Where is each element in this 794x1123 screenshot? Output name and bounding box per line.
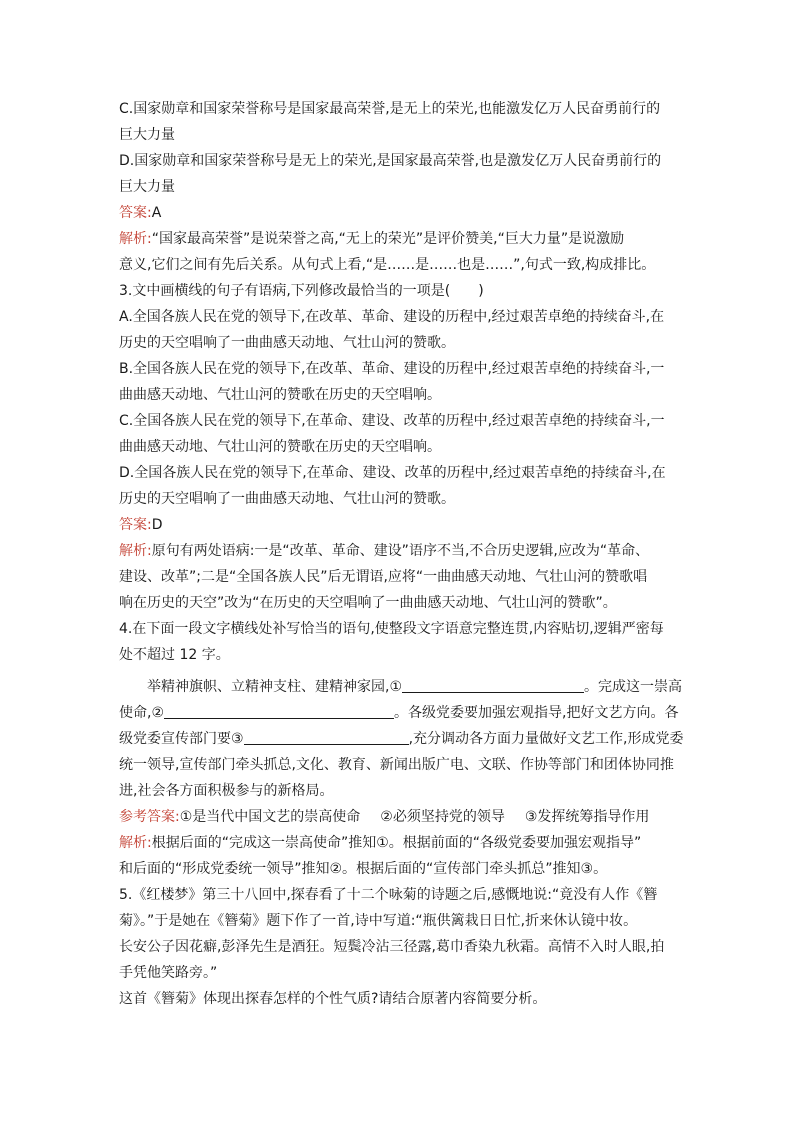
- answer-label: 答案:: [119, 517, 152, 533]
- analysis-2-line-2: 意义,它们之间有先后关系。从句式上看,“是……是……也是……”,句式一致,构成排比。: [119, 257, 656, 273]
- answer-label: 答案:: [119, 205, 152, 221]
- blank-2: [164, 702, 394, 719]
- passage-line-2: [119, 700, 679, 726]
- q3-option-b-line-2: 曲曲感天动地、气壮山河的赞歌在历史的天空唱响。: [119, 387, 441, 403]
- analysis-text: 原句有两处语病:一是“改革、革命、建设”语序不当,不合历史逻辑,应改为“革命、: [151, 543, 650, 559]
- analysis-label: 解析:: [119, 835, 152, 851]
- analysis-text: “国家最高荣誉”是说荣誉之高,“无上的荣光”是评价赞美,“巨大力量”是说激励: [151, 231, 625, 247]
- question-5-prompt: 这首《簪菊》体现出探春怎样的个性气质?请结合原著内容简要分析。: [119, 991, 547, 1007]
- question-3: 3.文中画横线的句子有语病,下列修改最恰当的一项是( ): [119, 283, 484, 299]
- q3-option-d-line-1: D.全国各族人民在党的领导下,在革命、建设、改革的历程中,经过艰苦卓绝的持续奋斗,在: [119, 465, 666, 481]
- analysis-3-line-3: 响在历史的天空”改为“在历史的天空唱响了一曲曲感天动地、气壮山河的赞歌”。: [119, 595, 617, 611]
- passage-line-3: [119, 726, 684, 752]
- passage-text: 级党委宣传部门要③: [119, 731, 244, 747]
- answer-value: A: [151, 205, 162, 221]
- option-d-line-1: D.国家勋章和国家荣誉称号是无上的荣光,是国家最高荣誉,也是激发亿万人民奋勇前行的: [119, 153, 662, 169]
- q3-option-c-line-2: 曲曲感天动地、气壮山河的赞歌在历史的天空唱响。: [119, 439, 441, 455]
- question-5-line-3: 长安公子因花癖,彭泽先生是酒狂。短鬓冷沾三径露,葛巾香染九秋霜。高情不入时人眼,拍: [119, 939, 665, 955]
- q3-option-a-line-2: 历史的天空唱响了一曲曲感天动地、气壮山河的赞歌。: [119, 335, 455, 351]
- answer-value: D: [151, 517, 163, 533]
- option-d-line-2: 巨大力量: [119, 179, 175, 195]
- reference-answer-label: 参考答案:: [119, 809, 180, 825]
- blank-3: [244, 728, 409, 745]
- document-page: [119, 96, 684, 1012]
- reference-answer-3: ③发挥统筹指导作用: [524, 809, 650, 825]
- blank-1: [402, 676, 584, 693]
- question-4-line-1: 4.在下面一段文字横线处补写恰当的语句,使整段文字语意完整连贯,内容贴切,逻辑严密每: [119, 621, 664, 637]
- analysis-4-line-2: 和后面的“形成党委统一领导”推知②。根据后面的“宣传部门牵头抓总”推知③。: [119, 861, 608, 877]
- answer-3: [119, 512, 679, 538]
- passage-text: 举精神旗帜、立精神支柱、建精神家园,①: [147, 679, 402, 695]
- analysis-label: 解析:: [119, 231, 152, 247]
- analysis-label: 解析:: [119, 543, 152, 559]
- passage-line-1: [119, 674, 682, 700]
- q3-option-a-line-1: A.全国各族人民在党的领导下,在改革、革命、建设的历程中,经过艰苦卓绝的持续奋斗,在: [119, 309, 665, 325]
- analysis-3-line-1: [119, 538, 679, 564]
- analysis-4-line-1: [119, 830, 679, 856]
- question-5-line-4: 手凭他笑路旁。”: [119, 965, 218, 981]
- reference-answer-4: [119, 804, 679, 830]
- question-4-line-2: 处不超过 12 字。: [119, 647, 230, 663]
- passage-line-4: 统一领导,宣传部门牵头抓总,文化、教育、新闻出版广电、文联、作协等部门和团体协同推: [119, 757, 674, 773]
- question-5-line-1: 5.《红楼梦》第三十八回中,探春看了十二个咏菊的诗题之后,感慨地说:“竟没有人作《簪: [119, 887, 658, 903]
- answer-2: [119, 200, 679, 226]
- passage-text: 使命,②: [119, 705, 165, 721]
- passage-line-5: 进,社会各方面积极参与的新格局。: [119, 783, 334, 799]
- analysis-text: 根据后面的“完成这一崇高使命”推知①。根据前面的“各级党委要加强宏观指导”: [151, 835, 642, 851]
- reference-answer-2: ②必须坚持党的领导: [380, 809, 505, 825]
- q3-option-c-line-1: C.全国各族人民在党的领导下,在革命、建设、改革的历程中,经过艰苦卓绝的持续奋斗,一: [119, 413, 665, 429]
- passage-text: 。各级党委要加强宏观指导,把好文艺方向。各: [394, 705, 679, 721]
- question-5-line-2: 菊》。”于是她在《簪菊》题下作了一首,诗中写道:“瓶供篱栽日日忙,折来休认镜中妆。: [119, 913, 638, 929]
- option-c-line-2: 巨大力量: [119, 127, 175, 143]
- passage-text: 。完成这一崇高: [584, 679, 682, 695]
- reference-answer-1: ①是当代中国文艺的崇高使命: [179, 809, 361, 825]
- option-c-line-1: C.国家勋章和国家荣誉称号是国家最高荣誉,是无上的荣光,也能激发亿万人民奋勇前行的: [119, 101, 661, 117]
- q3-option-d-line-2: 历史的天空唱响了一曲曲感天动地、气壮山河的赞歌。: [119, 491, 455, 507]
- analysis-3-line-2: 建设、改革”;二是“全国各族人民”后无谓语,应将“一曲曲感天动地、气壮山河的赞歌唱: [119, 569, 648, 585]
- q3-option-b-line-1: B.全国各族人民在党的领导下,在改革、革命、建设的历程中,经过艰苦卓绝的持续奋斗,一: [119, 361, 665, 377]
- passage-text: ,充分调动各方面力量做好文艺工作,形成党委: [408, 731, 684, 747]
- analysis-2-line-1: [119, 226, 679, 252]
